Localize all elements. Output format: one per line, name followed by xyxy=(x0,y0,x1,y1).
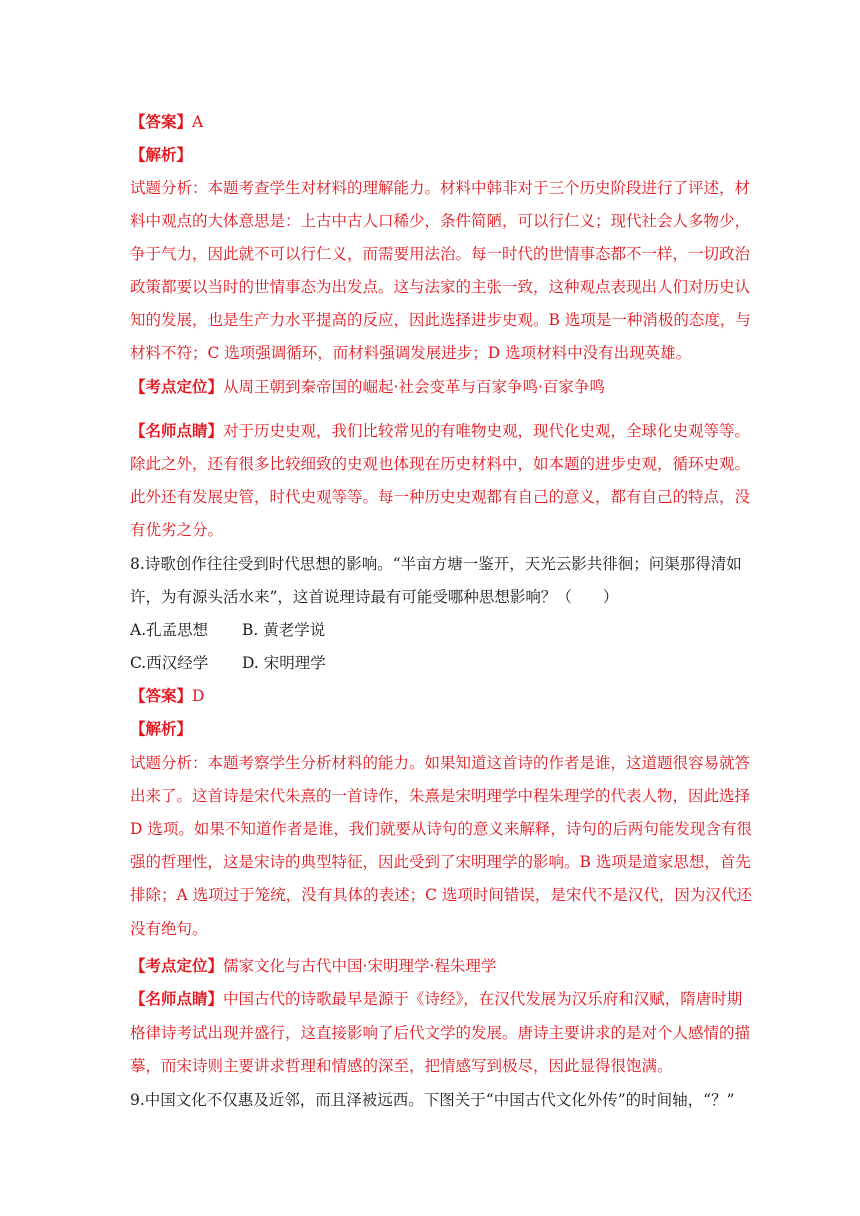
q7-analysis-line: 政策都要以当时的世情事态为出发点。这与法家的主张一致，这种观点表现出人们对历史认 xyxy=(130,278,751,296)
answer-value: A xyxy=(192,113,204,131)
q7-mingshi-line: 有优劣之分。 xyxy=(130,521,224,539)
kaodian-tag: 【考点定位】 xyxy=(130,956,224,975)
q7-mingshi-line: 除此之外，还有很多比较细致的史观也体现在历史材料中，如本题的进步史观，循环史观。 xyxy=(130,455,751,473)
q7-analysis-line: 料中观点的大体意思是：上古中古人口稀少，条件简陋，可以行仁义；现代社会人多物少， xyxy=(130,212,751,230)
q8-answer-line xyxy=(130,685,734,707)
kaodian-text: 儒家文化与古代中国·宋明理学·程朱理学 xyxy=(223,957,497,975)
mingshi-tag: 【名师点睛】 xyxy=(130,421,224,440)
q8-kaodian-line xyxy=(130,955,734,977)
q7-mingshi-line: 此外还有发展史管，时代史观等等。每一种历史史观都有自己的意义，都有自己的特点，没 xyxy=(130,488,751,506)
q8-analysis-tag-line xyxy=(130,718,734,740)
q7-analysis-line: 知的发展，也是生产力水平提高的反应，因此选择进步史观。B 选项是一种消极的态度，与 xyxy=(130,311,751,329)
q7-analysis-line: 试题分析：本题考查学生对材料的理解能力。材料中韩非对于三个历史阶段进行了评述，材 xyxy=(130,179,751,197)
q9-stem-line: 9.中国文化不仅惠及近邻，而且泽被远西。下图关于“中国古代文化外传”的时间轴，“？” xyxy=(130,1091,735,1109)
mingshi-tag: 【名师点睛】 xyxy=(130,989,224,1008)
q8-analysis-line: D 选项。如果不知道作者是谁，我们就要从诗句的意义来解释，诗句的后两句能发现含有很 xyxy=(130,820,752,838)
option-b: B. 黄老学说 xyxy=(242,621,326,639)
q7-analysis-line: 争于气力，因此就不可以行仁义，而需要用法治。每一时代的世情事态都不一样，一切政治 xyxy=(130,245,751,263)
q8-analysis-line: 试题分析：本题考察学生分析材料的能力。如果知道这首诗的作者是谁，这道题很容易就答 xyxy=(130,754,751,772)
q8-analysis-line: 没有绝句。 xyxy=(130,920,208,938)
answer-value: D xyxy=(192,687,205,705)
q7-kaodian-line xyxy=(130,376,734,398)
q7-answer-line xyxy=(130,111,734,133)
q8-analysis-line: 排除；A 选项过于笼统，没有具体的表述；C 选项时间错误，是宋代不是汉代，因为汉代还 xyxy=(130,886,752,904)
option-d: D. 宋明理学 xyxy=(242,654,326,672)
q8-stem-line: 8.诗歌创作往往受到时代思想的影响。“半亩方塘一鉴开，天光云影共徘徊；问渠那得清如 xyxy=(130,555,742,573)
analysis-tag: 【解析】 xyxy=(130,719,193,738)
kaodian-tag: 【考点定位】 xyxy=(130,377,224,396)
q8-stem-line: 许，为有源头活水来”，这首说理诗最有可能受哪种思想影响？（ ） xyxy=(130,588,619,606)
q8-analysis-line: 强的哲理性，这是宋诗的典型特征，因此受到了宋明理学的影响。B 选项是道家思想，首先 xyxy=(130,853,751,871)
q8-mingshi-line xyxy=(130,988,743,1010)
q8-options-row-1 xyxy=(130,619,734,641)
answer-tag: 【答案】 xyxy=(130,686,193,705)
kaodian-text: 从周王朝到秦帝国的崛起·社会变革与百家争鸣·百家争鸣 xyxy=(223,378,605,396)
mingshi-text: 对于历史史观，我们比较常见的有唯物史观，现代化史观，全球化史观等等。 xyxy=(223,422,751,440)
q8-mingshi-line: 摹，而宋诗则主要讲求哲理和情感的深至，把情感写到极尽，因此显得很饱满。 xyxy=(130,1057,673,1075)
answer-tag: 【答案】 xyxy=(130,112,193,131)
q7-mingshi-line xyxy=(130,420,751,442)
analysis-tag: 【解析】 xyxy=(130,145,193,164)
q8-mingshi-line: 格律诗考试出现并盛行，这直接影响了后代文学的发展。唐诗主要讲求的是对个人感情的描 xyxy=(130,1024,751,1042)
q7-analysis-tag-line xyxy=(130,144,734,166)
option-c: C.西汉经学 xyxy=(130,654,209,672)
q8-analysis-line: 出来了。这首诗是宋代朱熹的一首诗作，朱熹是宋明理学中程朱理学的代表人物，因此选择 xyxy=(130,787,751,805)
option-a: A.孔孟思想 xyxy=(130,621,209,639)
q8-options-row-2 xyxy=(130,652,734,674)
mingshi-text: 中国古代的诗歌最早是源于《诗经》，在汉代发展为汉乐府和汉赋，隋唐时期 xyxy=(223,990,743,1008)
q7-analysis-line: 材料不符；C 选项强调循环，而材料强调发展进步；D 选项材料中没有出现英雄。 xyxy=(130,344,692,362)
